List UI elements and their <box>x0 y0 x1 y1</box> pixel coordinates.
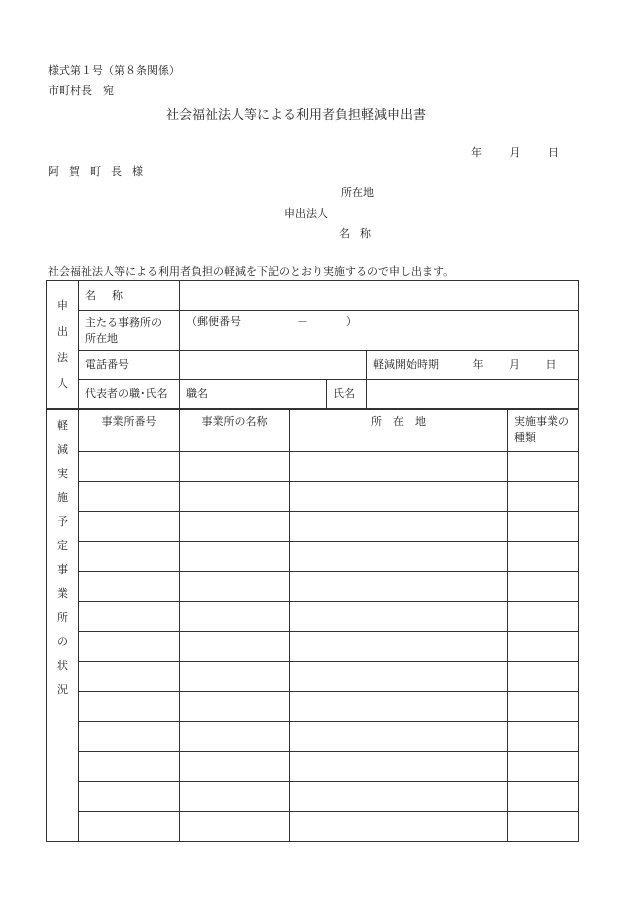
office-location-cell[interactable] <box>290 512 508 542</box>
applicant-label: 申出法人 <box>284 207 328 220</box>
position-field[interactable] <box>180 380 327 409</box>
phone-label: 電話番号 <box>79 351 180 380</box>
service-type-cell[interactable] <box>508 752 579 782</box>
postal-prefix: （郵便番号 <box>186 315 241 328</box>
service-type-cell[interactable] <box>508 602 579 632</box>
office-name-cell[interactable] <box>180 602 290 632</box>
person-name-label: 氏名 <box>327 380 367 409</box>
office-number-cell[interactable] <box>79 692 180 722</box>
position-label: 職名 <box>186 387 208 400</box>
table-row <box>47 632 579 662</box>
office-name-cell[interactable] <box>180 452 290 482</box>
table-row <box>47 812 579 842</box>
date-month: 月 <box>509 146 521 159</box>
office-location-cell[interactable] <box>290 482 508 512</box>
name-label: 名称 <box>339 227 381 240</box>
applicant-table <box>46 280 579 409</box>
office-location-cell[interactable] <box>290 692 508 722</box>
start-label: 軽減開始時期 <box>373 358 439 371</box>
table-row <box>47 512 579 542</box>
intro-text: 社会福祉法人等による利用者負担の軽減を下記のとおり実施するので申し出ます。 <box>48 265 455 278</box>
table-row <box>47 722 579 752</box>
office-number-cell[interactable] <box>79 722 180 752</box>
date-year: 年 <box>471 146 482 159</box>
office-number-cell[interactable] <box>79 662 180 692</box>
office-location-cell[interactable] <box>290 572 508 602</box>
table-row <box>47 482 579 512</box>
postal-dash: － <box>297 315 308 328</box>
service-type-cell[interactable] <box>508 662 579 692</box>
col-office-number: 事業所番号 <box>79 410 180 452</box>
col-service-type: 実施事業の 種類 <box>508 410 579 452</box>
service-type-cell[interactable] <box>508 452 579 482</box>
office-number-cell[interactable] <box>79 602 180 632</box>
office-number-cell[interactable] <box>79 632 180 662</box>
office-name-cell[interactable] <box>180 782 290 812</box>
start-month: 月 <box>509 358 520 371</box>
office-name-cell[interactable] <box>180 752 290 782</box>
postal-suffix: ） <box>346 315 357 328</box>
table-row <box>47 452 579 482</box>
office-location-cell[interactable] <box>290 632 508 662</box>
name-row-label: 名称 <box>79 281 180 311</box>
form-number: 様式第１号（第８条関係） <box>48 64 180 77</box>
address-label: 所在地 <box>341 186 374 199</box>
main-office-field[interactable] <box>180 311 579 351</box>
service-type-cell[interactable] <box>508 512 579 542</box>
office-location-cell[interactable] <box>290 812 508 842</box>
office-number-cell[interactable] <box>79 572 180 602</box>
office-location-cell[interactable] <box>290 452 508 482</box>
office-name-cell[interactable] <box>180 812 290 842</box>
office-number-cell[interactable] <box>79 812 180 842</box>
offices-table <box>46 409 579 842</box>
office-number-cell[interactable] <box>79 542 180 572</box>
service-type-cell[interactable] <box>508 632 579 662</box>
person-name-field[interactable] <box>367 380 579 409</box>
office-number-cell[interactable] <box>79 452 180 482</box>
office-name-cell[interactable] <box>180 722 290 752</box>
office-name-cell[interactable] <box>180 632 290 662</box>
table-row <box>47 602 579 632</box>
table-row <box>47 752 579 782</box>
office-name-cell[interactable] <box>180 542 290 572</box>
office-number-cell[interactable] <box>79 512 180 542</box>
office-location-cell[interactable] <box>290 602 508 632</box>
office-number-cell[interactable] <box>79 782 180 812</box>
office-name-cell[interactable] <box>180 572 290 602</box>
start-year: 年 <box>472 358 484 371</box>
office-number-cell[interactable] <box>79 482 180 512</box>
service-type-cell[interactable] <box>508 572 579 602</box>
route-line: 市町村長 宛 <box>48 84 114 97</box>
main-office-label: 主たる事務所の 所在地 <box>79 311 180 351</box>
offices-side-label: 軽 減 実 施 予 定 事 業 所 の 状 況 <box>47 410 79 842</box>
representative-label: 代表者の職･氏名 <box>79 380 180 409</box>
table-row <box>47 542 579 572</box>
table-row <box>47 572 579 602</box>
name-field[interactable] <box>180 281 579 311</box>
date-day: 日 <box>548 146 559 159</box>
office-location-cell[interactable] <box>290 722 508 752</box>
office-location-cell[interactable] <box>290 662 508 692</box>
applicant-side-label: 申 出 法 人 <box>47 281 79 409</box>
service-type-cell[interactable] <box>508 482 579 512</box>
phone-field[interactable] <box>180 351 367 380</box>
start-date-cell[interactable] <box>367 351 579 380</box>
date-line <box>471 144 559 160</box>
service-type-cell[interactable] <box>508 692 579 722</box>
service-type-cell[interactable] <box>508 722 579 752</box>
col-office-name: 事業所の名称 <box>180 410 290 452</box>
office-name-cell[interactable] <box>180 662 290 692</box>
office-location-cell[interactable] <box>290 782 508 812</box>
start-day: 日 <box>545 358 557 371</box>
document-title: 社会福祉法人等による利用者負担軽減申出書 <box>166 108 427 123</box>
office-name-cell[interactable] <box>180 512 290 542</box>
service-type-cell[interactable] <box>508 542 579 572</box>
addressee: 阿賀町長様 <box>48 165 153 178</box>
service-type-cell[interactable] <box>508 782 579 812</box>
office-location-cell[interactable] <box>290 542 508 572</box>
office-name-cell[interactable] <box>180 692 290 722</box>
col-location: 所 在 地 <box>290 410 508 452</box>
table-row <box>47 662 579 692</box>
office-name-cell[interactable] <box>180 482 290 512</box>
table-row <box>47 692 579 722</box>
service-type-cell[interactable] <box>508 812 579 842</box>
table-row <box>47 782 579 812</box>
office-location-cell[interactable] <box>290 752 508 782</box>
office-number-cell[interactable] <box>79 752 180 782</box>
